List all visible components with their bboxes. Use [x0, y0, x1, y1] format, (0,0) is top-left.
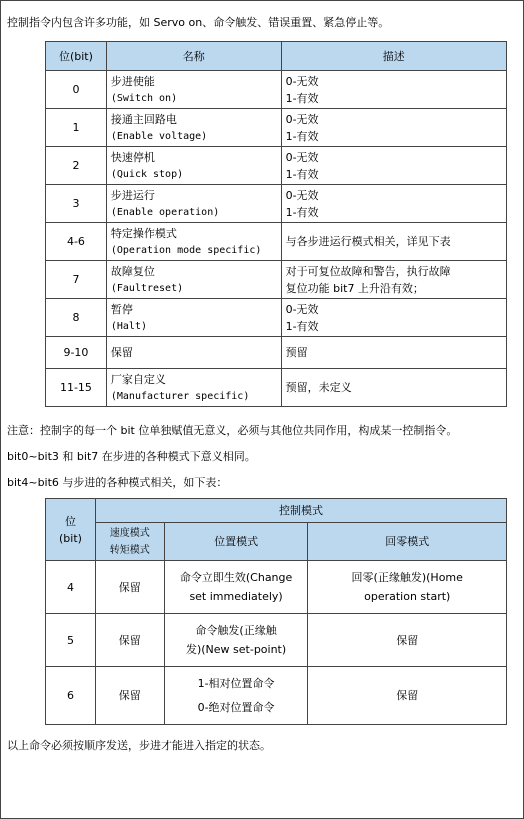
desc-cell: 预留 [281, 337, 506, 369]
header-homing-mode: 回零模式 [308, 523, 507, 561]
speed-torque-cell: 保留 [95, 561, 164, 614]
desc-line-2: 复位功能 bit7 上升沿有效； [285, 281, 424, 295]
header-torque-mode: 转矩模式 [109, 544, 150, 556]
name-en: (Faultreset) [110, 282, 184, 294]
bit-cell: 11-15 [46, 369, 107, 407]
table-row [46, 299, 507, 337]
header-bit-cell [46, 499, 96, 561]
homing-line-1: 回零(正缘触发)(Home [351, 571, 463, 584]
header-name: 名称 [106, 42, 281, 71]
desc-cell [281, 185, 506, 223]
table-row [46, 185, 507, 223]
table-row [46, 71, 507, 109]
position-line-1: 命令立即生效(Change [179, 571, 293, 584]
bit-cell: 8 [46, 299, 107, 337]
table-row [46, 561, 507, 614]
name-en: (Enable voltage) [110, 130, 208, 142]
name-cell [106, 185, 281, 223]
name-cn: 故障复位 [110, 264, 155, 278]
desc-cell: 预留，未定义 [281, 369, 506, 407]
desc-line-1: 0-无效 [285, 74, 319, 88]
table-row [46, 147, 507, 185]
name-cell: 保留 [106, 337, 281, 369]
position-line-1: 1-相对位置命令 [197, 677, 275, 690]
desc-line-2: 1-有效 [285, 167, 319, 181]
header-control-mode: 控制模式 [95, 499, 506, 523]
desc-cell [281, 71, 506, 109]
desc-line-2: 1-有效 [285, 91, 319, 105]
desc-line-1: 对于可复位故障和警告，执行故障 [285, 264, 451, 278]
desc-line-2: 1-有效 [285, 205, 319, 219]
desc-cell: 与各步进运行模式相关，详见下表 [281, 223, 506, 261]
position-cell [164, 667, 308, 725]
name-cn: 暂停 [110, 302, 133, 316]
table-row [46, 337, 507, 369]
mode-subheader-row [46, 523, 507, 561]
position-cell [164, 561, 308, 614]
homing-cell: 保留 [308, 667, 507, 725]
name-cn: 步进使能 [110, 74, 155, 88]
table-header-row [46, 42, 507, 71]
homing-cell: 保留 [308, 614, 507, 667]
name-en: (Quick stop) [110, 168, 184, 180]
intro-text: 控制指令内包含许多功能，如 Servo on、命令触发、错误重置、紧急停止等。 [7, 16, 390, 29]
name-cn: 步进运行 [110, 188, 155, 202]
desc-line-2: 1-有效 [285, 129, 319, 143]
position-line-1: 命令触发(正缘触 [195, 624, 277, 637]
table-row [46, 109, 507, 147]
bit-cell: 0 [46, 71, 107, 109]
footer-text: 以上命令必须按顺序发送，步进才能进入指定的状态。 [7, 739, 271, 752]
bit-cell: 3 [46, 185, 107, 223]
name-en: (Operation mode specific) [110, 244, 262, 256]
bit-cell: 9-10 [46, 337, 107, 369]
name-cell [106, 299, 281, 337]
bit-cell: 7 [46, 261, 107, 299]
name-cn: 特定操作模式 [110, 226, 177, 240]
desc-cell [281, 261, 506, 299]
name-cn: 快速停机 [110, 150, 155, 164]
desc-cell [281, 147, 506, 185]
position-line-2: 发)(New set-point) [185, 643, 287, 656]
desc-cell [281, 299, 506, 337]
speed-torque-cell: 保留 [95, 614, 164, 667]
bit-cell: 4 [46, 561, 96, 614]
table-row [46, 614, 507, 667]
control-word-table [45, 41, 507, 407]
bit-cell: 1 [46, 109, 107, 147]
table-row [46, 667, 507, 725]
header-speed-mode: 速度模式 [109, 527, 150, 539]
position-line-2: set immediately) [189, 590, 283, 603]
name-en: (Halt) [110, 320, 147, 332]
bit-cell: 2 [46, 147, 107, 185]
header-desc: 描述 [281, 42, 506, 71]
table-row [46, 369, 507, 407]
name-cell [106, 369, 281, 407]
header-position-mode: 位置模式 [164, 523, 308, 561]
desc-line-1: 0-无效 [285, 302, 319, 316]
desc-line-1: 0-无效 [285, 150, 319, 164]
bit-cell: 4-6 [46, 223, 107, 261]
speed-torque-cell: 保留 [95, 667, 164, 725]
table-row [46, 261, 507, 299]
name-cell [106, 223, 281, 261]
name-cell [106, 147, 281, 185]
name-cell [106, 109, 281, 147]
name-en: (Switch on) [110, 92, 178, 104]
header-bit-unit: (bit) [58, 531, 82, 545]
bit-cell: 5 [46, 614, 96, 667]
name-cn: 厂家自定义 [110, 372, 166, 386]
homing-line-2: operation start) [364, 590, 451, 603]
desc-line-1: 0-无效 [285, 112, 319, 126]
homing-cell [308, 561, 507, 614]
note-text-3: bit4~bit6 与步进的各种模式相关，如下表： [7, 476, 228, 489]
mode-header-row [46, 499, 507, 523]
name-cell [106, 71, 281, 109]
desc-line-2: 1-有效 [285, 319, 319, 333]
note-text-2: bit0~bit3 和 bit7 在步进的各种模式下意义相同。 [7, 450, 256, 463]
desc-line-1: 0-无效 [285, 188, 319, 202]
mode-table [45, 498, 507, 725]
name-cn: 接通主回路电 [110, 112, 177, 126]
position-cell [164, 614, 308, 667]
position-line-2: 0-绝对位置命令 [197, 701, 275, 714]
header-speed-torque-cell [95, 523, 164, 561]
note-text-1: 注意：控制字的每一个 bit 位单独赋值无意义，必须与其他位共同作用，构成某一控制指令。 [7, 424, 458, 437]
header-bit: 位(bit) [46, 42, 107, 71]
desc-cell [281, 109, 506, 147]
name-en: (Manufacturer specific) [110, 390, 250, 402]
name-cell [106, 261, 281, 299]
bit-cell: 6 [46, 667, 96, 725]
table-row [46, 223, 507, 261]
header-bit-label: 位 [64, 514, 76, 528]
name-en: (Enable operation) [110, 206, 220, 218]
